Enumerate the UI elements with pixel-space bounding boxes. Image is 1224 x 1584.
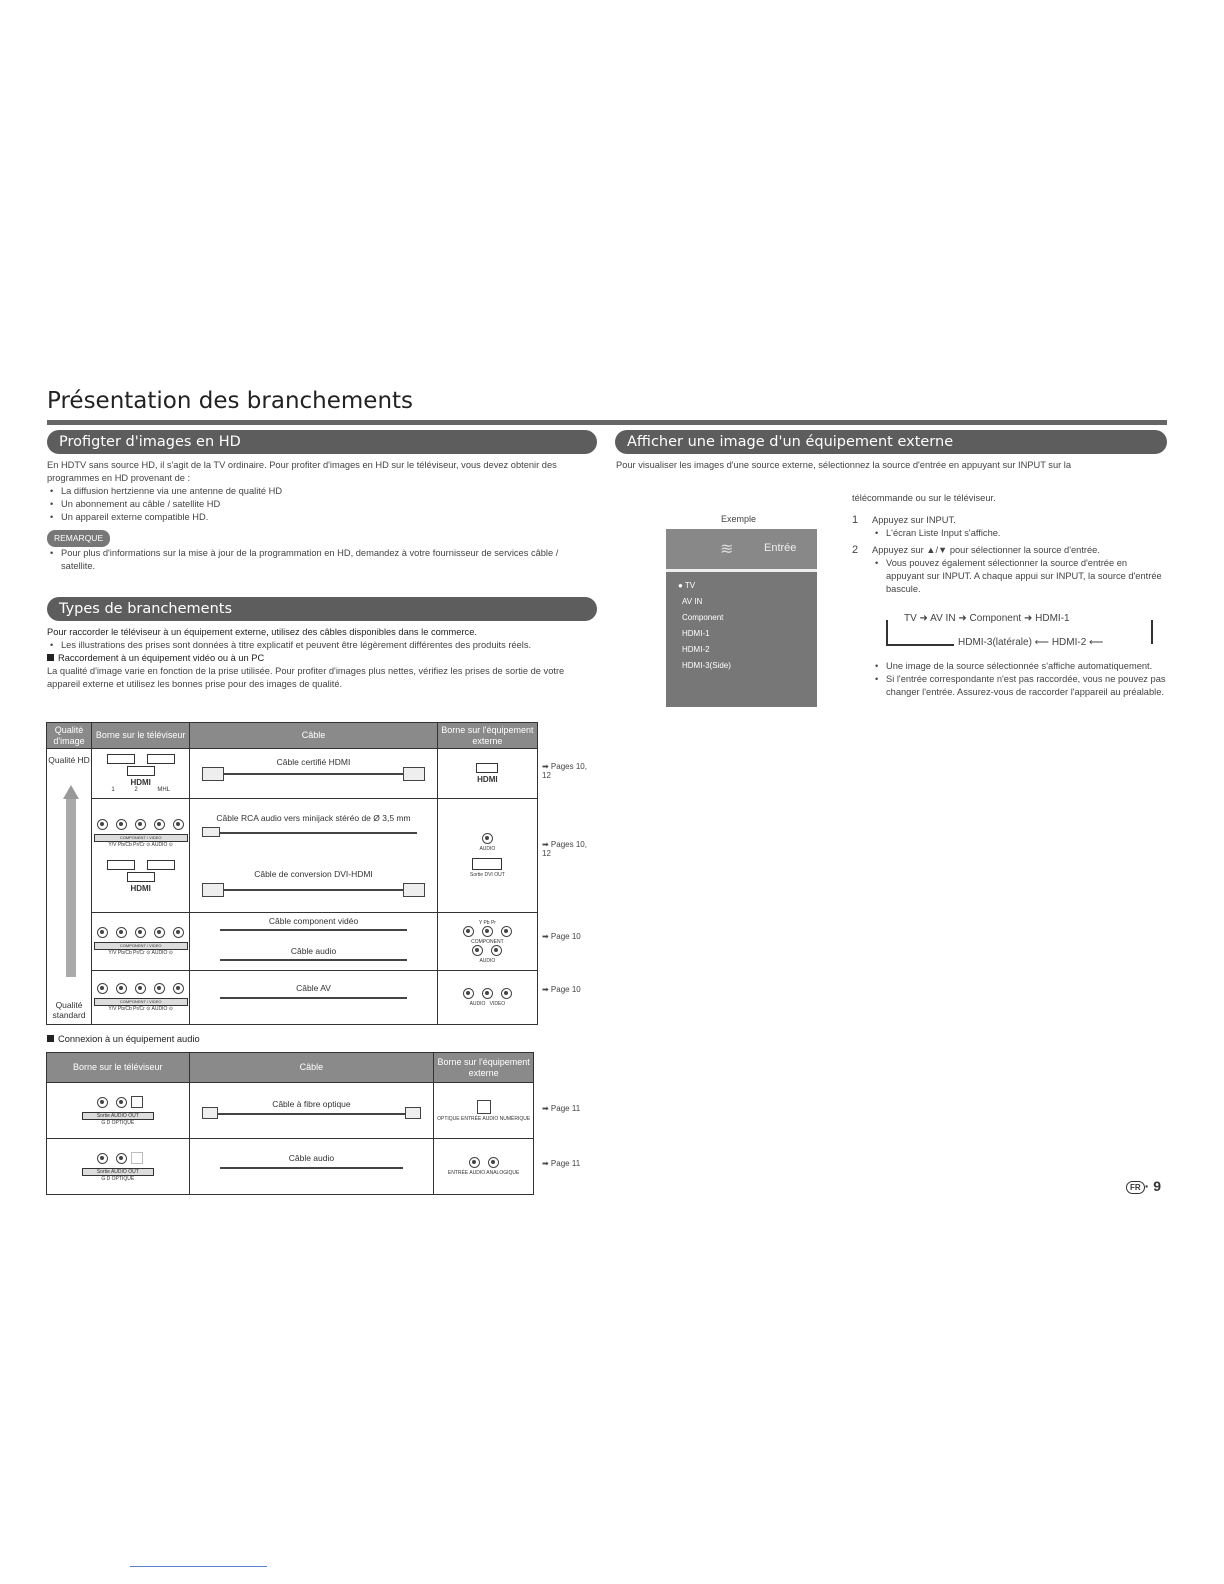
quality-standard: Qualité standard — [52, 1000, 86, 1020]
col-header: Borne sur l'équipement externe — [437, 723, 537, 749]
steps — [852, 514, 1167, 596]
menu-item-hdmi-3[interactable]: HDMI-3(Side) — [682, 661, 731, 670]
page-ref: ➡ Page 10 — [542, 985, 581, 994]
col-header: Qualité d'image — [47, 723, 92, 749]
note: • Une image de la source sélectionnée s'affiche automatiquement. — [872, 660, 1167, 673]
col-header: Câble — [189, 1053, 434, 1083]
ext-analog-audio-terminal: ENTRÉE AUDIO ANALOGIQUE — [434, 1139, 534, 1195]
types-bullet: • Les illustrations des prises sont données à titre explicatif et peuvent être légèrement différentes des produits réels. — [47, 639, 592, 652]
cable-label: Câble certifié HDMI — [276, 757, 351, 767]
flow-item: HDMI-1 — [1035, 613, 1070, 624]
video-text: La qualité d'image varie en fonction de la prise utilisée. Pour profiter d'images plus nettes, vérifiez les prises de sortie de votre appareil externe et utilisez les bonnes prise pour des images de qualité. — [47, 666, 565, 689]
ext-optical-terminal: OPTIQUE ENTRÉE AUDIO NUMÉRIQUE — [434, 1083, 534, 1139]
flow-item: HDMI-2 — [1051, 637, 1087, 648]
ext-component-terminal: Y Pb Pr COMPONENT AUDIO — [437, 913, 537, 971]
menu-item-tv[interactable]: ● TV — [678, 581, 696, 590]
lang-badge: FR — [1126, 1181, 1145, 1194]
external-section-heading: Afficher une image d'un équipement externe — [615, 430, 1167, 454]
page-ref: ➡ Page 10 — [542, 932, 581, 941]
cable-label: Câble component vidéo — [268, 916, 359, 926]
external-intro: Pour visualiser les images d'une source externe, sélectionnez la source d'entrée en appuyant sur INPUT sur la — [616, 460, 1072, 470]
audio-heading: Connexion à un équipement audio — [58, 1034, 200, 1044]
external-intro-2: télécommande ou sur le téléviseur. — [852, 493, 996, 503]
ext-hdmi-terminal: HDMI — [437, 749, 537, 799]
dvi-cable-cell — [190, 799, 438, 913]
cable-label: Câble audio — [288, 1153, 335, 1163]
hdmi-cable-cell — [190, 749, 438, 799]
quality-hd: Qualité HD — [48, 755, 90, 765]
input-list-screen — [666, 529, 817, 707]
hd-section-heading: Profigter d'images en HD — [47, 430, 597, 454]
step-text: Appuyez sur INPUT. — [872, 515, 956, 525]
audio-heading-row — [47, 1033, 200, 1046]
menu-item-av-in[interactable]: AV IN — [682, 597, 703, 606]
cable-label: Câble AV — [296, 983, 331, 993]
hd-intro: En HDTV sans source HD, il s'agit de la TV ordinaire. Pour profiter d'images en HD sur le téléviseur, vous devez obtenir des programmes en HD provenant de : — [47, 460, 557, 483]
cables-icon: ≋ — [720, 541, 734, 558]
audio-cable-cell — [189, 1139, 434, 1195]
screen-title: Entrée — [764, 542, 797, 554]
tv-component-terminal: COMPONENT / VIDEO Y/V Pb/Cb Pr/Cr ⊙ AUDIO ⊙ — [92, 913, 190, 971]
component-cable-cell — [190, 913, 438, 971]
types-intro: Pour raccorder le téléviseur à un équipement externe, utilisez des câbles disponibles dans le commerce. — [47, 627, 477, 637]
title-rule — [47, 420, 1167, 425]
step-text: Appuyez sur ▲/▼ pour sélectionner la source d'entrée. — [872, 545, 1100, 555]
av-cable-cell — [190, 971, 438, 1025]
quality-column — [47, 749, 92, 1025]
tv-optical-terminal: Sortie AUDIO OUT G D OPTIQUE — [47, 1083, 190, 1139]
flow-item: HDMI-3(latérale) — [958, 637, 1032, 648]
page-number: FR · 9 — [1126, 1178, 1161, 1194]
audio-connection-table — [46, 1052, 534, 1195]
video-heading: Raccordement à un équipement vidéo ou à un PC — [58, 653, 265, 663]
step-number: 2 — [852, 544, 859, 556]
hd-bullet: • La diffusion hertzienne via une antenne de qualité HD — [47, 485, 592, 498]
hd-section-body — [47, 459, 592, 573]
flow-item: AV IN — [930, 613, 956, 624]
col-header: Borne sur l'équipement externe — [434, 1053, 534, 1083]
cable-label: Câble audio — [290, 946, 337, 956]
input-menu — [666, 572, 817, 674]
quality-arrow-head — [63, 785, 79, 799]
menu-item-hdmi-1[interactable]: HDMI-1 — [682, 629, 710, 638]
tv-hdmi-terminal: HDMI 1 2 MHL — [92, 749, 190, 799]
hd-bullet: • Un appareil externe compatible HD. — [47, 511, 592, 524]
col-header: Borne sur le téléviseur — [92, 723, 190, 749]
menu-item-component[interactable]: Component — [682, 613, 724, 622]
input-flow-diagram: TV ➜ AV IN ➜ Component ➜ HDMI-1 HDMI-3(latérale) ⟵ HDMI-2 ⟵ — [886, 610, 1156, 654]
tv-component-hdmi-terminal: COMPONENT / VIDEO Y/V Pb/Cb Pr/Cr ⊙ AUDIO ⊙ HDMI — [92, 799, 190, 913]
flow-item: TV — [904, 613, 917, 624]
screen-header — [666, 529, 817, 572]
flow-item: Component — [969, 613, 1022, 624]
page-ref: ➡ Page 11 — [542, 1104, 581, 1113]
page-ref: ➡ Pages 10, 12 — [542, 762, 587, 780]
tv-av-terminal: COMPONENT / VIDEO Y/V Pb/Cb Pr/Cr ⊙ AUDIO ⊙ — [92, 971, 190, 1025]
menu-item-hdmi-2[interactable]: HDMI-2 — [682, 645, 710, 654]
quality-arrow-shaft — [66, 799, 76, 977]
ext-audio-dvi-terminal: AUDIO Sortie DVI OUT — [437, 799, 537, 913]
notes — [872, 660, 1167, 699]
cable-label: Câble à fibre optique — [272, 1099, 351, 1109]
step-sub: • L'écran Liste Input s'affiche. — [872, 527, 1167, 540]
note: • Si l'entrée correspondante n'est pas raccordée, vous ne pouvez pas changer l'entrée. Assurez-vous de raccorder l'appareil au préalable. — [872, 673, 1167, 699]
hd-bullet: • Un abonnement au câble / satellite HD — [47, 498, 592, 511]
remark-text: • Pour plus d'informations sur la mise à jour de la programmation en HD, demandez à votre fournisseur de services câble / satellite. — [47, 547, 592, 573]
step-number: 1 — [852, 514, 859, 526]
page-ref: ➡ Page 11 — [542, 1159, 581, 1168]
example-label: Exemple — [721, 514, 757, 524]
types-section-body — [47, 626, 592, 691]
video-connection-table — [46, 722, 538, 1025]
col-header: Câble — [190, 723, 438, 749]
footer-line — [130, 1566, 267, 1567]
col-header: Borne sur le téléviseur — [47, 1053, 190, 1083]
page-title: Présentation des branchements — [47, 388, 414, 414]
tv-audio-out-terminal: Sortie AUDIO OUT G D OPTIQUE — [47, 1139, 190, 1195]
ext-av-terminal: AUDIO VIDEO — [437, 971, 537, 1025]
remark-badge: REMARQUE — [47, 530, 110, 547]
page-ref: ➡ Pages 10, 12 — [542, 840, 587, 858]
cable-label: Câble de conversion DVI-HDMI — [254, 869, 373, 879]
types-section-heading: Types de branchements — [47, 597, 597, 621]
step-sub: • Vous pouvez également sélectionner la source d'entrée en appuyant sur INPUT. A chaque appui sur INPUT, la source d'entrée bascule. — [872, 557, 1167, 596]
optical-cable-cell — [189, 1083, 434, 1139]
cable-label: Câble RCA audio vers minijack stéréo de Ø 3,5 mm — [216, 813, 411, 823]
